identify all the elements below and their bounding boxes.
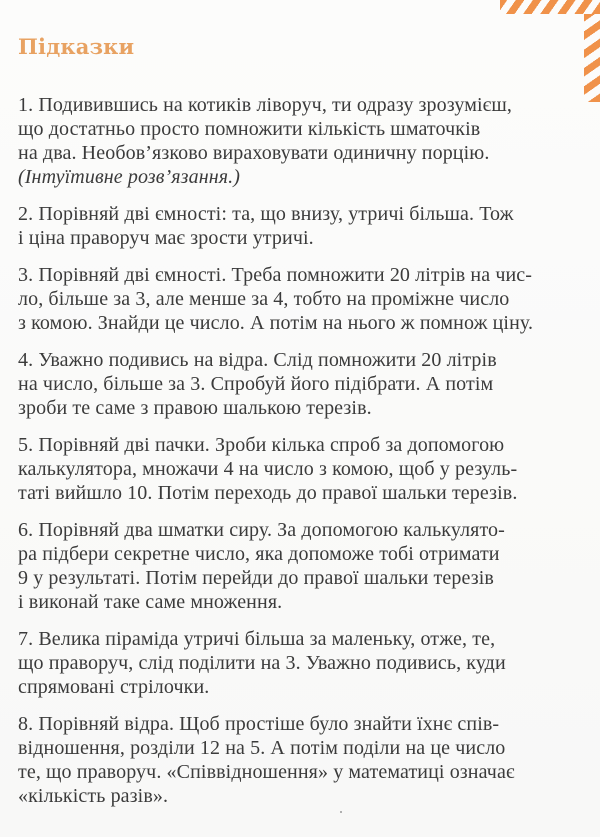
hint-line: ра підбери секретне число, яка допоможе тобі отримати — [18, 543, 500, 565]
hint-line: 3. Порівняй дві ємності. Треба помножити 20 літрів на чис- — [18, 264, 533, 286]
hint-1 — [18, 93, 578, 189]
hint-line: що праворуч, слід поділити на 3. Уважно подивись, куди — [18, 652, 506, 674]
hint-line: на два. Необов’язково вираховувати одиничну порцію. — [18, 142, 490, 164]
hint-4 — [18, 348, 578, 420]
print-speck — [340, 811, 342, 813]
striped-corner-decoration-right — [584, 14, 600, 102]
hint-8 — [18, 712, 578, 808]
hint-line: 5. Порівняй дві пачки. Зроби кілька спроб за допомогою — [18, 434, 505, 456]
hint-2 — [18, 202, 578, 250]
hint-6 — [18, 518, 578, 614]
page-title: Підказки — [18, 34, 135, 59]
hint-line: відношення, розділи 12 на 5. А потім поділи на це число — [18, 737, 506, 759]
hint-line: 4. Уважно подивись на відра. Слід помножити 20 літрів — [18, 349, 497, 371]
hint-line: 2. Порівняй дві ємності: та, що внизу, утричі більша. Тож — [18, 203, 514, 225]
hint-line: 6. Порівняй два шматки сиру. За допомогою калькулято- — [18, 519, 505, 541]
hint-line: таті вийшло 10. Потім переходь до правої шальки терезів. — [18, 482, 518, 504]
hint-line: 9 у результаті. Потім перейди до правої шальки терезів — [18, 567, 494, 589]
hint-line: з комою. Знайди це число. А потім на нього ж помнож ціну. — [18, 312, 534, 334]
hint-line: спрямовані стрілочки. — [18, 676, 210, 698]
hint-7 — [18, 627, 578, 699]
hint-note: (Інтуїтивне розв’язання.) — [18, 166, 241, 188]
hint-line: те, що праворуч. «Співвідношення» у математиці означає — [18, 761, 515, 783]
hint-line: 1. Подивившись на котиків ліворуч, ти одразу зрозумієш, — [18, 94, 512, 116]
hint-line: «кількість разів». — [18, 785, 169, 807]
hints-list — [18, 93, 578, 821]
striped-corner-decoration-top — [500, 0, 600, 14]
hint-line: 8. Порівняй відра. Щоб простіше було знайти їхнє спів- — [18, 713, 500, 735]
hint-line: і ціна праворуч має зрости утричі. — [18, 227, 314, 249]
hint-line: на число, більше за 3. Спробуй його підібрати. А потім — [18, 373, 494, 395]
hint-line: 7. Велика піраміда утричі більша за маленьку, отже, те, — [18, 628, 496, 650]
hint-line: зроби те саме з правою шалькою терезів. — [18, 397, 372, 419]
hint-line: калькулятора, множачи 4 на число з комою, щоб у резуль- — [18, 458, 518, 480]
hint-line: що достатньо просто помножити кількість шматочків — [18, 118, 481, 140]
hint-5 — [18, 433, 578, 505]
hint-line: ло, більше за 3, але менше за 4, тобто на проміжне число — [18, 288, 510, 310]
hint-line: і виконай таке саме множення. — [18, 591, 283, 613]
hint-3 — [18, 263, 578, 335]
